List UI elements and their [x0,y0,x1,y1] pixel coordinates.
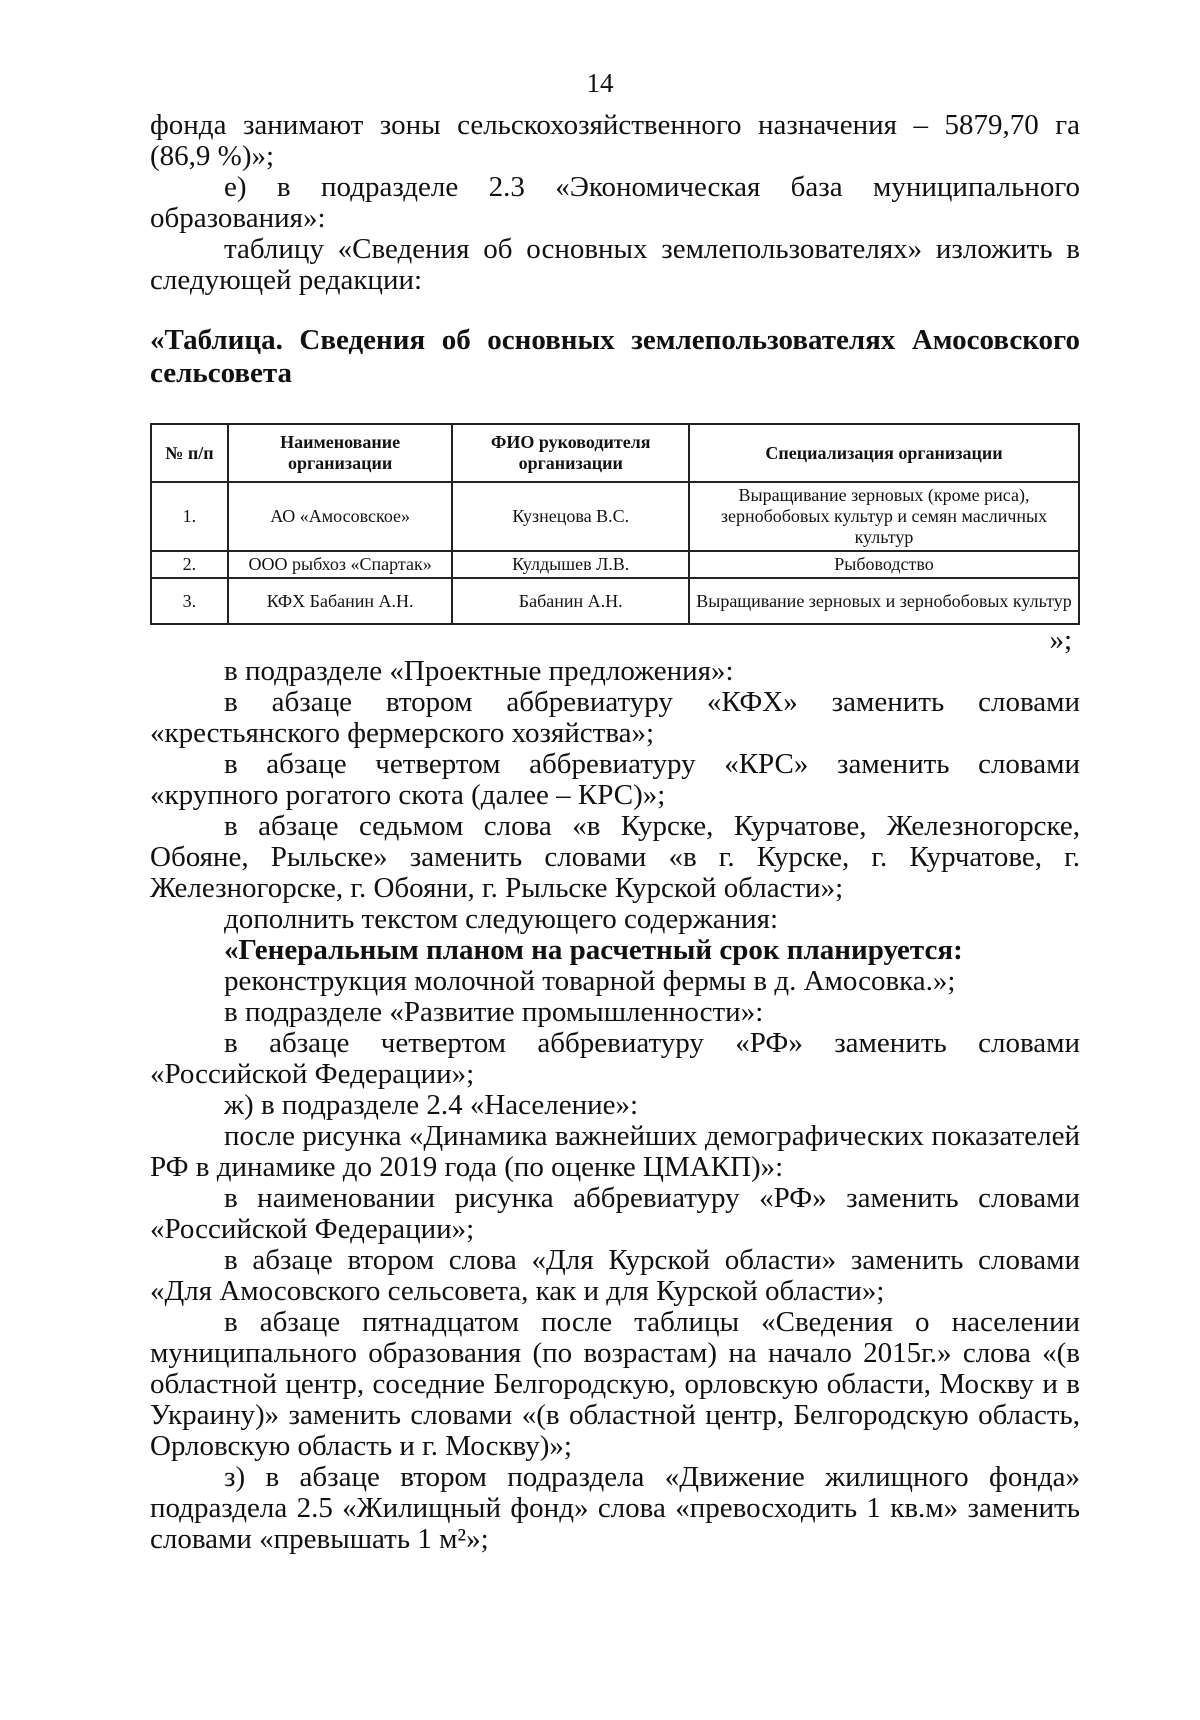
paragraph: в абзаце втором аббревиатуру «КФХ» заменить словами «крестьянского фермерского хозяйства»; [150,686,1080,749]
table-header-row [151,424,1079,482]
paragraph: в абзаце втором слова «Для Курской области» заменить словами «Для Амосовского сельсовета, как и для Курской области»; [150,1244,1080,1307]
table-cell: АО «Амосовское» [228,482,453,551]
column-header: Наименование организации [228,424,453,482]
column-header: ФИО руководителя организации [452,424,689,482]
paragraph: е) в подразделе 2.3 «Экономическая база муниципального образования»: [150,171,1080,234]
table-row [151,482,1079,551]
column-header: № п/п [151,424,228,482]
paragraph: дополнить текстом следующего содержания: [224,903,779,935]
column-header: Специализация организации [689,424,1079,482]
document-body [150,110,1080,1555]
page-number: 14 [586,68,614,98]
paragraph: в абзаце четвертом аббревиатуру «РФ» заменить словами «Российской Федерации»; [150,1027,1080,1090]
table-cell: КФХ Бабанин А.Н. [228,578,453,624]
paragraph: ж) в подразделе 2.4 «Население»: [224,1089,639,1121]
table-cell: Бабанин А.Н. [452,578,689,624]
table-cell: ООО рыбхоз «Спартак» [228,551,453,578]
table-cell: Рыбоводство [689,551,1079,578]
table-row [151,551,1079,578]
paragraph: в наименовании рисунка аббревиатуру «РФ» заменить словами «Российской Федерации»; [150,1182,1080,1245]
table-closing-quote: »; [1049,624,1072,656]
table-cell: Выращивание зерновых и зернобобовых культур [689,578,1079,624]
table-cell: 3. [151,578,228,624]
table-cell: 1. [151,482,228,551]
paragraph: в абзаце пятнадцатом после таблицы «Сведения о населении муниципального образования (по возрастам) на начало 2015г.» слова «(в областной центр, соседние Белгородскую, орловскую области, Москву и в Украину)» заменить словами «(в областной центр, Белгородскую область, Орловскую область и г. Москву)»; [150,1306,1080,1462]
paragraph: в подразделе «Развитие промышленности»: [224,996,764,1028]
table-cell: Выращивание зерновых (кроме риса), зернобобовых культур и семян масличных культур [689,482,1079,551]
paragraph: в абзаце четвертом аббревиатуру «КРС» заменить словами «крупного рогатого скота (далее – КРС)»; [150,748,1080,811]
paragraph: в абзаце седьмом слова «в Курске, Курчатове, Железногорске, Обояне, Рыльске» заменить словами «в г. Курске, г. Курчатове, г. Железногорске, г. Обояни, г. Рыльске Курской области»; [150,810,1080,904]
paragraph-bold: «Генеральным планом на расчетный срок планируется: [224,934,963,966]
table-title: «Таблица. Сведения об основных землепользователях Амосовского сельсовета [150,324,1080,389]
paragraph: реконструкция молочной товарной фермы в д. Амосовка.»; [224,965,956,997]
paragraph: з) в абзаце втором подраздела «Движение жилищного фонда» подраздела 2.5 «Жилищный фонд» слова «превосходить 1 кв.м» заменить словами «превышать 1 м²»; [150,1461,1080,1555]
table-cell: 2. [151,551,228,578]
table-cell: Кулдышев Л.В. [452,551,689,578]
paragraph: фонда занимают зоны сельскохозяйственного назначения – 5879,70 га (86,9 %)»; [150,109,1080,172]
paragraph: после рисунка «Динамика важнейших демографических показателей РФ в динамике до 2019 года (по оценке ЦМАКП)»: [150,1120,1080,1183]
table-cell: Кузнецова В.С. [452,482,689,551]
paragraph: в подразделе «Проектные предложения»: [224,655,734,687]
landusers-table [150,423,1080,625]
table-row [151,578,1079,624]
paragraph: таблицу «Сведения об основных землепользователях» изложить в следующей редакции: [150,233,1080,296]
